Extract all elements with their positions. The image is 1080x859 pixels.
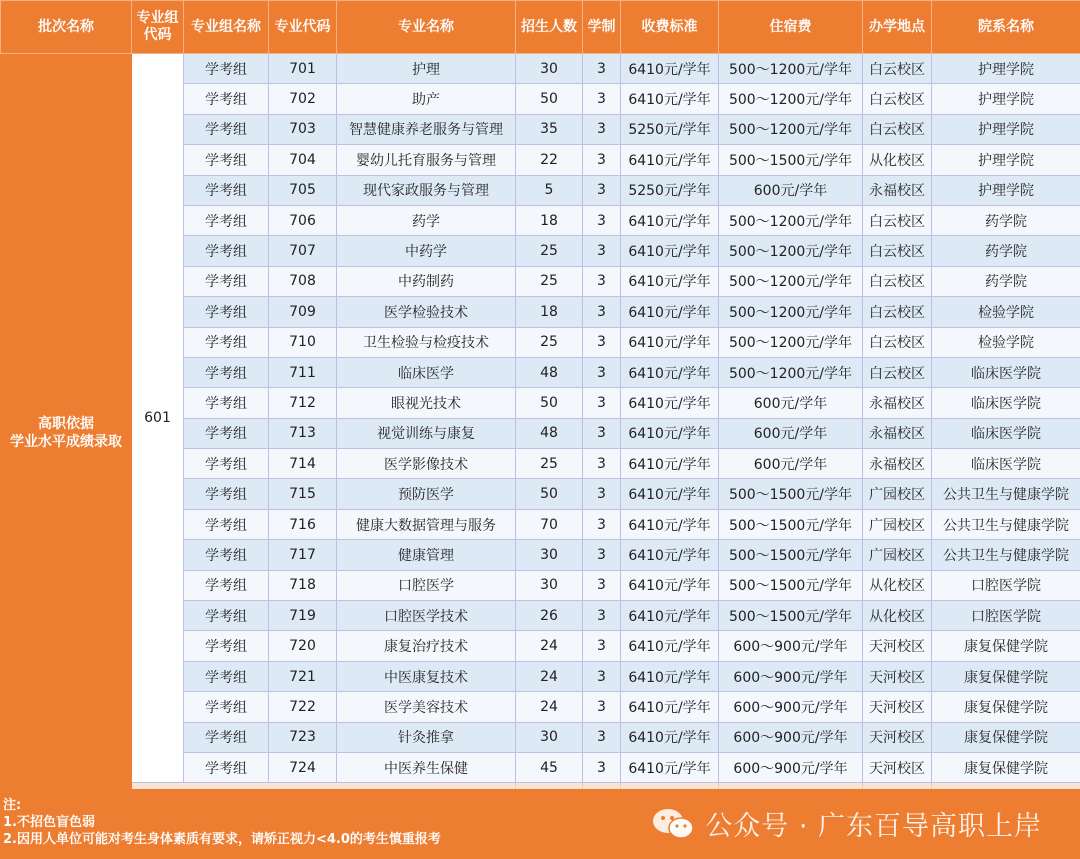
department-cell: 公共卫生与健康学院 [932, 540, 1080, 570]
campus-cell: 永福校区 [863, 388, 932, 418]
department-cell: 护理学院 [932, 54, 1080, 84]
duration-cell: 3 [583, 175, 621, 205]
group-name-cell: 学考组 [184, 692, 269, 722]
accommodation-cell: 600元/学年 [719, 418, 863, 448]
duration-cell: 3 [583, 631, 621, 661]
tuition-cell: 6410元/学年 [621, 692, 719, 722]
duration-cell: 3 [583, 54, 621, 84]
major-code-cell: 713 [269, 418, 337, 448]
duration-cell: 3 [583, 236, 621, 266]
major-code-cell: 719 [269, 601, 337, 631]
enrollment-cell: 18 [516, 297, 583, 327]
major-name-cell: 临床医学 [337, 357, 516, 387]
major-code-cell: 712 [269, 388, 337, 418]
tuition-cell: 6410元/学年 [621, 84, 719, 114]
campus-cell: 白云校区 [863, 205, 932, 235]
department-cell: 康复保健学院 [932, 722, 1080, 752]
header-enrollment: 招生人数 [516, 1, 583, 54]
major-code-cell: 714 [269, 449, 337, 479]
accommodation-cell: 500～1200元/学年 [719, 84, 863, 114]
major-name-cell: 中医养生保健 [337, 752, 516, 782]
department-cell: 康复保健学院 [932, 631, 1080, 661]
major-code-cell: 722 [269, 692, 337, 722]
accommodation-cell: 500～1200元/学年 [719, 266, 863, 296]
accommodation-cell: 600～900元/学年 [719, 722, 863, 752]
major-name-cell: 药学 [337, 205, 516, 235]
group-name-cell: 学考组 [184, 205, 269, 235]
accommodation-cell: 500～1500元/学年 [719, 509, 863, 539]
enrollment-cell: 25 [516, 236, 583, 266]
enrollment-cell: 50 [516, 84, 583, 114]
accommodation-cell: 500～1200元/学年 [719, 357, 863, 387]
group-name-cell: 学考组 [184, 479, 269, 509]
enrollment-cell: 30 [516, 54, 583, 84]
enrollment-cell: 70 [516, 509, 583, 539]
tuition-cell: 6410元/学年 [621, 297, 719, 327]
major-code-cell: 708 [269, 266, 337, 296]
duration-cell: 3 [583, 601, 621, 631]
tuition-cell: 6410元/学年 [621, 479, 719, 509]
department-cell: 临床医学院 [932, 449, 1080, 479]
campus-cell: 从化校区 [863, 145, 932, 175]
major-code-cell: 724 [269, 752, 337, 782]
group-name-cell: 学考组 [184, 601, 269, 631]
accommodation-cell: 600～900元/学年 [719, 661, 863, 691]
major-name-cell: 预防医学 [337, 479, 516, 509]
campus-cell: 从化校区 [863, 601, 932, 631]
enrollment-cell: 25 [516, 449, 583, 479]
campus-cell: 天河校区 [863, 722, 932, 752]
tuition-cell: 5250元/学年 [621, 114, 719, 144]
enrollment-cell: 48 [516, 418, 583, 448]
department-cell: 药学院 [932, 266, 1080, 296]
group-name-cell: 学考组 [184, 327, 269, 357]
accommodation-cell: 600～900元/学年 [719, 692, 863, 722]
major-code-cell: 702 [269, 84, 337, 114]
group-name-cell: 学考组 [184, 297, 269, 327]
tuition-cell: 6410元/学年 [621, 570, 719, 600]
accommodation-cell: 500～1200元/学年 [719, 297, 863, 327]
campus-cell: 白云校区 [863, 357, 932, 387]
department-cell: 护理学院 [932, 145, 1080, 175]
header-tuition: 收费标准 [621, 1, 719, 54]
department-cell: 检验学院 [932, 327, 1080, 357]
duration-cell: 3 [583, 114, 621, 144]
header-major-code: 专业代码 [269, 1, 337, 54]
major-code-cell: 709 [269, 297, 337, 327]
major-name-cell: 健康管理 [337, 540, 516, 570]
campus-cell: 白云校区 [863, 84, 932, 114]
accommodation-cell: 600～900元/学年 [719, 752, 863, 782]
wechat-icon [651, 807, 695, 841]
accommodation-cell: 500～1200元/学年 [719, 327, 863, 357]
group-name-cell: 学考组 [184, 631, 269, 661]
department-cell: 护理学院 [932, 114, 1080, 144]
accommodation-cell: 600元/学年 [719, 388, 863, 418]
group-name-cell: 学考组 [184, 661, 269, 691]
campus-cell: 广园校区 [863, 540, 932, 570]
duration-cell: 3 [583, 570, 621, 600]
campus-cell: 白云校区 [863, 266, 932, 296]
header-department: 院系名称 [932, 1, 1080, 54]
tuition-cell: 6410元/学年 [621, 357, 719, 387]
table-body [1, 54, 1080, 812]
department-cell: 临床医学院 [932, 357, 1080, 387]
tuition-cell: 6410元/学年 [621, 661, 719, 691]
note-item-1: 1.不招色盲色弱 [3, 815, 95, 830]
major-name-cell: 医学影像技术 [337, 449, 516, 479]
major-code-cell: 710 [269, 327, 337, 357]
department-cell: 公共卫生与健康学院 [932, 479, 1080, 509]
campus-cell: 永福校区 [863, 418, 932, 448]
major-name-cell: 医学检验技术 [337, 297, 516, 327]
duration-cell: 3 [583, 479, 621, 509]
major-code-cell: 720 [269, 631, 337, 661]
group-name-cell: 学考组 [184, 236, 269, 266]
enrollment-cell: 5 [516, 175, 583, 205]
major-name-cell: 婴幼儿托育服务与管理 [337, 145, 516, 175]
enrollment-cell: 22 [516, 145, 583, 175]
group-name-cell: 学考组 [184, 722, 269, 752]
major-code-cell: 721 [269, 661, 337, 691]
campus-cell: 永福校区 [863, 175, 932, 205]
department-cell: 检验学院 [932, 297, 1080, 327]
table-header [1, 1, 1080, 54]
watermark [651, 804, 1042, 843]
major-code-cell: 723 [269, 722, 337, 752]
group-name-cell: 学考组 [184, 449, 269, 479]
accommodation-cell: 600～900元/学年 [719, 631, 863, 661]
duration-cell: 3 [583, 297, 621, 327]
department-cell: 护理学院 [932, 175, 1080, 205]
department-cell: 公共卫生与健康学院 [932, 509, 1080, 539]
major-name-cell: 中药学 [337, 236, 516, 266]
duration-cell: 3 [583, 752, 621, 782]
tuition-cell: 6410元/学年 [621, 722, 719, 752]
tuition-cell: 6410元/学年 [621, 145, 719, 175]
tuition-cell: 6410元/学年 [621, 752, 719, 782]
campus-cell: 白云校区 [863, 236, 932, 266]
accommodation-cell: 500～1500元/学年 [719, 570, 863, 600]
enrollment-cell: 30 [516, 570, 583, 600]
group-name-cell: 学考组 [184, 175, 269, 205]
duration-cell: 3 [583, 205, 621, 235]
group-name-cell: 学考组 [184, 145, 269, 175]
major-name-cell: 针灸推拿 [337, 722, 516, 752]
campus-cell: 天河校区 [863, 661, 932, 691]
major-name-cell: 口腔医学 [337, 570, 516, 600]
header-group-code: 专业组 代码 [132, 1, 184, 54]
campus-cell: 从化校区 [863, 570, 932, 600]
department-cell: 康复保健学院 [932, 661, 1080, 691]
group-name-cell: 学考组 [184, 388, 269, 418]
header-group-name: 专业组名称 [184, 1, 269, 54]
header-duration: 学制 [583, 1, 621, 54]
accommodation-cell: 500～1200元/学年 [719, 54, 863, 84]
major-name-cell: 卫生检验与检疫技术 [337, 327, 516, 357]
tuition-cell: 6410元/学年 [621, 601, 719, 631]
duration-cell: 3 [583, 661, 621, 691]
tuition-cell: 6410元/学年 [621, 631, 719, 661]
header-campus: 办学地点 [863, 1, 932, 54]
major-code-cell: 705 [269, 175, 337, 205]
accommodation-cell: 500～1500元/学年 [719, 601, 863, 631]
enrollment-cell: 50 [516, 479, 583, 509]
group-name-cell: 学考组 [184, 84, 269, 114]
campus-cell: 白云校区 [863, 297, 932, 327]
group-code-cell: 601 [132, 54, 184, 783]
duration-cell: 3 [583, 509, 621, 539]
campus-cell: 白云校区 [863, 327, 932, 357]
department-cell: 药学院 [932, 236, 1080, 266]
tuition-cell: 6410元/学年 [621, 449, 719, 479]
department-cell: 康复保健学院 [932, 752, 1080, 782]
duration-cell: 3 [583, 692, 621, 722]
duration-cell: 3 [583, 357, 621, 387]
enrollment-cell: 48 [516, 357, 583, 387]
tuition-cell: 6410元/学年 [621, 54, 719, 84]
major-name-cell: 视觉训练与康复 [337, 418, 516, 448]
accommodation-cell: 500～1200元/学年 [719, 205, 863, 235]
enrollment-cell: 26 [516, 601, 583, 631]
major-name-cell: 现代家政服务与管理 [337, 175, 516, 205]
group-name-cell: 学考组 [184, 418, 269, 448]
major-code-cell: 711 [269, 357, 337, 387]
batch-name-cell: 高职依据 学业水平成绩录取 [1, 54, 132, 812]
department-cell: 临床医学院 [932, 418, 1080, 448]
header-accommodation: 住宿费 [719, 1, 863, 54]
tuition-cell: 6410元/学年 [621, 327, 719, 357]
duration-cell: 3 [583, 327, 621, 357]
major-code-cell: 707 [269, 236, 337, 266]
duration-cell: 3 [583, 722, 621, 752]
department-cell: 药学院 [932, 205, 1080, 235]
accommodation-cell: 600元/学年 [719, 175, 863, 205]
duration-cell: 3 [583, 418, 621, 448]
duration-cell: 3 [583, 145, 621, 175]
major-code-cell: 704 [269, 145, 337, 175]
major-code-cell: 717 [269, 540, 337, 570]
major-name-cell: 眼视光技术 [337, 388, 516, 418]
tuition-cell: 6410元/学年 [621, 540, 719, 570]
accommodation-cell: 600元/学年 [719, 449, 863, 479]
major-name-cell: 中医康复技术 [337, 661, 516, 691]
major-name-cell: 助产 [337, 84, 516, 114]
major-code-cell: 703 [269, 114, 337, 144]
major-name-cell: 健康大数据管理与服务 [337, 509, 516, 539]
accommodation-cell: 500～1200元/学年 [719, 236, 863, 266]
accommodation-cell: 500～1500元/学年 [719, 479, 863, 509]
group-name-cell: 学考组 [184, 570, 269, 600]
major-name-cell: 中药制药 [337, 266, 516, 296]
campus-cell: 天河校区 [863, 692, 932, 722]
tuition-cell: 6410元/学年 [621, 236, 719, 266]
group-name-cell: 学考组 [184, 357, 269, 387]
major-name-cell: 医学美容技术 [337, 692, 516, 722]
table-row [1, 54, 1080, 84]
note-item-2: 2.因用人单位可能对考生身体素质有要求，请矫正视力<4.0的考生慎重报考 [3, 832, 441, 847]
enrollment-cell: 24 [516, 692, 583, 722]
campus-cell: 永福校区 [863, 449, 932, 479]
group-name-cell: 学考组 [184, 509, 269, 539]
group-name-cell: 学考组 [184, 114, 269, 144]
department-cell: 护理学院 [932, 84, 1080, 114]
accommodation-cell: 500～1500元/学年 [719, 145, 863, 175]
accommodation-cell: 500～1500元/学年 [719, 540, 863, 570]
enrollment-cell: 24 [516, 631, 583, 661]
enrollment-cell: 30 [516, 722, 583, 752]
duration-cell: 3 [583, 449, 621, 479]
watermark-text: 公众号 · 广东百导高职上岸 [705, 811, 1042, 842]
enrollment-cell: 25 [516, 266, 583, 296]
accommodation-cell: 500～1200元/学年 [719, 114, 863, 144]
campus-cell: 天河校区 [863, 631, 932, 661]
department-cell: 临床医学院 [932, 388, 1080, 418]
duration-cell: 3 [583, 84, 621, 114]
campus-cell: 天河校区 [863, 752, 932, 782]
department-cell: 口腔医学院 [932, 601, 1080, 631]
major-code-cell: 715 [269, 479, 337, 509]
group-name-cell: 学考组 [184, 752, 269, 782]
enrollment-cell: 18 [516, 205, 583, 235]
tuition-cell: 6410元/学年 [621, 418, 719, 448]
major-name-cell: 口腔医学技术 [337, 601, 516, 631]
campus-cell: 广园校区 [863, 509, 932, 539]
campus-cell: 白云校区 [863, 54, 932, 84]
enrollment-cell: 24 [516, 661, 583, 691]
department-cell: 口腔医学院 [932, 570, 1080, 600]
tuition-cell: 6410元/学年 [621, 509, 719, 539]
major-name-cell: 康复治疗技术 [337, 631, 516, 661]
header-major-name: 专业名称 [337, 1, 516, 54]
major-name-cell: 智慧健康养老服务与管理 [337, 114, 516, 144]
enrollment-cell: 50 [516, 388, 583, 418]
tuition-cell: 6410元/学年 [621, 205, 719, 235]
enrollment-cell: 35 [516, 114, 583, 144]
major-code-cell: 718 [269, 570, 337, 600]
major-name-cell: 护理 [337, 54, 516, 84]
enrollment-cell: 30 [516, 540, 583, 570]
tuition-cell: 6410元/学年 [621, 266, 719, 296]
campus-cell: 广园校区 [863, 479, 932, 509]
tuition-cell: 5250元/学年 [621, 175, 719, 205]
enrollment-cell: 25 [516, 327, 583, 357]
header-batch-name: 批次名称 [1, 1, 132, 54]
major-code-cell: 716 [269, 509, 337, 539]
notes-title: 注: [3, 798, 22, 813]
major-code-cell: 701 [269, 54, 337, 84]
group-name-cell: 学考组 [184, 266, 269, 296]
duration-cell: 3 [583, 540, 621, 570]
group-name-cell: 学考组 [184, 540, 269, 570]
duration-cell: 3 [583, 388, 621, 418]
tuition-cell: 6410元/学年 [621, 388, 719, 418]
duration-cell: 3 [583, 266, 621, 296]
enrollment-cell: 45 [516, 752, 583, 782]
group-name-cell: 学考组 [184, 54, 269, 84]
major-code-cell: 706 [269, 205, 337, 235]
department-cell: 康复保健学院 [932, 692, 1080, 722]
campus-cell: 白云校区 [863, 114, 932, 144]
